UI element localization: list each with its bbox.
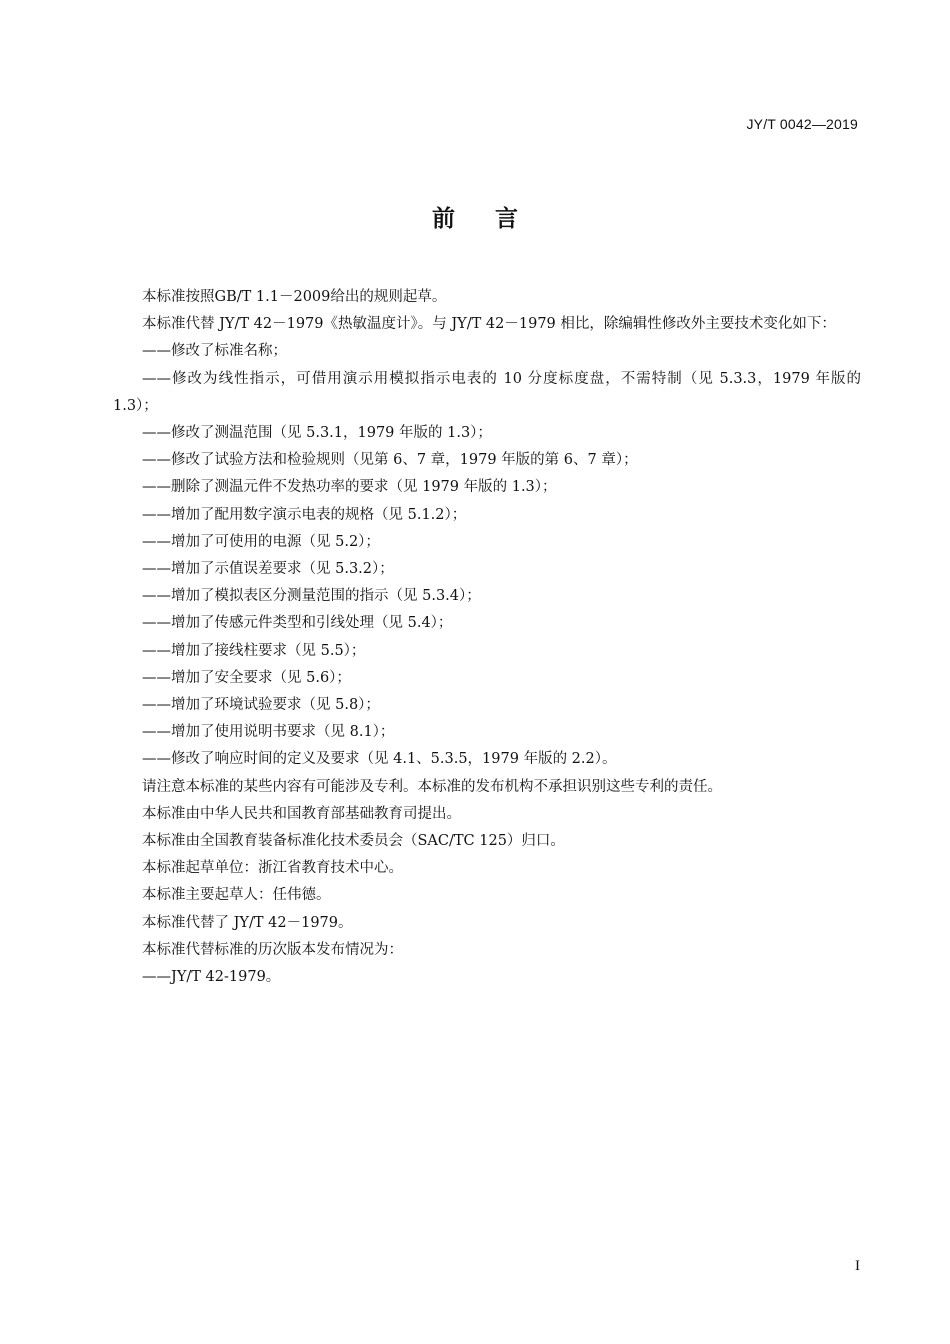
paragraph: 请注意本标准的某些内容有可能涉及专利。本标准的发布机构不承担识别这些专利的责任。 (142, 778, 722, 795)
paragraph: 本标准主要起草人：任伟德。 (142, 887, 331, 904)
list-item: ——增加了环境试验要求（见 5.8）； (142, 697, 380, 714)
list-item: ——增加了可使用的电源（见 5.2）； (142, 533, 380, 550)
foreword-body (113, 284, 861, 991)
paragraph: 本标准按照GB/T 1.1－2009给出的规则起草。 (142, 289, 447, 305)
list-item: ——增加了使用说明书要求（见 8.1）； (142, 724, 395, 741)
paragraph: 本标准代替标准的历次版本发布情况为： (142, 941, 403, 958)
list-item: ——增加了配用数字演示电表的规格（见 5.1.2）； (142, 506, 467, 523)
list-item: ——修改了测温范围（见 5.3.1，1979 年版的 1.3）； (142, 425, 492, 442)
page-number: I (855, 1258, 860, 1274)
standard-code: JY/T 0042—2019 (746, 116, 858, 132)
list-item: ——增加了传感元件类型和引线处理（见 5.4）； (142, 615, 453, 632)
list-item: ——增加了接线柱要求（见 5.5）； (142, 642, 366, 659)
list-item: ——修改了响应时间的定义及要求（见 4.1、5.3.5，1979 年版的 2.2）。 (142, 751, 617, 768)
list-item: ——增加了安全要求（见 5.6）； (142, 669, 351, 686)
paragraph: 本标准起草单位：浙江省教育技术中心。 (142, 860, 403, 877)
list-item: ——删除了测温元件不发热功率的要求（见 1979 年版的 1.3）； (142, 479, 557, 496)
list-item: ——JY/T 42-1979。 (142, 969, 281, 986)
page-title: 前言 (432, 206, 558, 232)
paragraph: 本标准由中华人民共和国教育部基础教育司提出。 (142, 805, 461, 822)
paragraph: 本标准代替了 JY/T 42－1979。 (142, 914, 353, 931)
list-item: ——增加了示值误差要求（见 5.3.2）； (142, 561, 394, 578)
list-item: ——修改了标准名称； (142, 343, 287, 360)
paragraph: 本标准由全国教育装备标准化技术委员会（SAC/TC 125）归口。 (142, 833, 565, 850)
list-item: ——增加了模拟表区分测量范围的指示（见 5.3.4）； (142, 588, 481, 605)
list-item: ——修改了试验方法和检验规则（见第 6、7 章，1979 年版的第 6、7 章）； (142, 452, 638, 469)
list-item: ——修改为线性指示，可借用演示用模拟指示电表的 10 分度标度盘，不需特制（见 5.3.3，1979 年版的 1.3）； (113, 370, 861, 414)
paragraph: 本标准代替 JY/T 42－1979《热敏温度计》。与 JY/T 42－1979 相比，除编辑性修改外主要技术变化如下： (142, 316, 836, 333)
